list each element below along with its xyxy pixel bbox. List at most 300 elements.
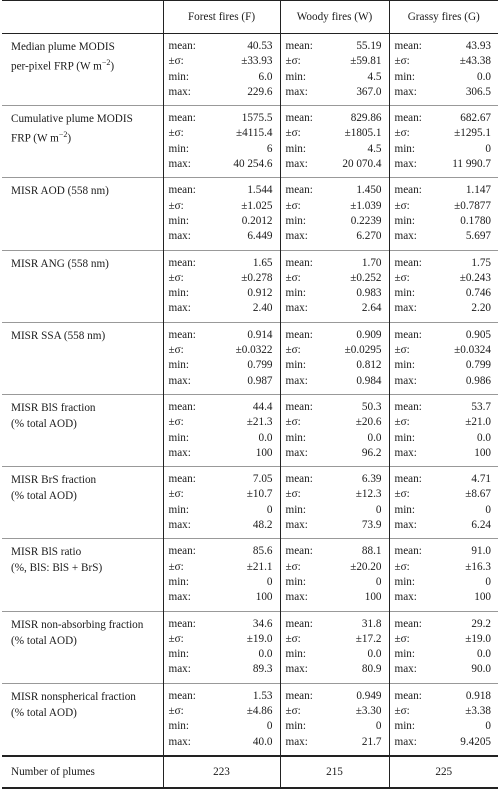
- stat-key: max:: [394, 446, 417, 459]
- stat-line: [390, 575, 499, 590]
- stats-cell-woody: [280, 467, 389, 539]
- stat-line: [164, 229, 280, 244]
- stat-key: mean:: [394, 689, 422, 702]
- stat-key: min:: [394, 431, 416, 444]
- stat-value: 1.450: [356, 184, 382, 197]
- stat-value: ±1.039: [350, 199, 382, 212]
- stat-key: ±σ:: [394, 127, 410, 140]
- stat-line: [281, 719, 389, 734]
- stat-value: 0: [266, 575, 273, 588]
- stat-key: min:: [168, 359, 190, 372]
- stat-value: 0.909: [356, 328, 382, 341]
- stat-value: 100: [364, 591, 382, 604]
- stat-line: [164, 328, 280, 343]
- stat-line: [390, 85, 499, 100]
- stats-cell-grassy: [389, 250, 498, 322]
- stat-key: ±σ:: [285, 488, 301, 501]
- stat-value: 20 070.4: [342, 158, 382, 171]
- row-label-line: (% total AOD): [11, 417, 77, 430]
- stat-key: ±σ:: [168, 560, 184, 573]
- stat-key: min:: [394, 287, 416, 300]
- stat-key: max:: [285, 519, 308, 532]
- stat-line: [390, 183, 499, 198]
- stat-key: max:: [168, 663, 191, 676]
- stat-line: [164, 518, 280, 533]
- header-empty: [2, 1, 163, 34]
- stat-key: ±σ:: [285, 704, 301, 717]
- row-label-line: (%, BlS: BlS + BrS): [11, 562, 103, 575]
- stat-key: mean:: [285, 184, 313, 197]
- stat-key: max:: [285, 663, 308, 676]
- stat-line: [281, 704, 389, 719]
- stat-key: mean:: [168, 400, 196, 413]
- stat-line: [281, 544, 389, 559]
- stat-value: 80.9: [361, 663, 382, 676]
- stat-key: min:: [168, 431, 190, 444]
- stat-key: max:: [394, 230, 417, 243]
- stat-key: min:: [285, 648, 307, 661]
- stat-key: mean:: [285, 328, 313, 341]
- stat-value: ±0.0322: [235, 344, 273, 357]
- stat-key: ±σ:: [394, 704, 410, 717]
- stat-value: 40.0: [252, 735, 273, 748]
- stat-key: max:: [285, 302, 308, 315]
- stats-cell-forest: [163, 539, 280, 611]
- stat-line: [164, 575, 280, 590]
- stat-key: min:: [394, 648, 416, 661]
- stats-cell-woody: [280, 34, 389, 106]
- stat-value: 5.697: [465, 230, 491, 243]
- stat-value: 7.05: [252, 473, 273, 486]
- stat-key: min:: [168, 214, 190, 227]
- row-label: [2, 322, 163, 394]
- stat-key: min:: [285, 142, 307, 155]
- stat-key: mean:: [394, 545, 422, 558]
- stat-line: [164, 271, 280, 286]
- stat-key: mean:: [285, 473, 313, 486]
- stat-key: ±σ:: [285, 55, 301, 68]
- stat-line: [164, 286, 280, 301]
- stat-key: max:: [168, 591, 191, 604]
- stat-value: 43.93: [465, 40, 491, 52]
- stat-value: 48.2: [252, 519, 273, 532]
- table-row: [2, 178, 498, 250]
- stat-line: [281, 374, 389, 389]
- stats-cell-woody: [280, 394, 389, 466]
- stat-line: [390, 54, 499, 69]
- stats-cell-woody: [280, 539, 389, 611]
- row-label: [2, 611, 163, 683]
- stat-value: 0.984: [356, 374, 382, 387]
- stat-key: ±σ:: [168, 488, 184, 501]
- stat-line: [164, 689, 280, 704]
- stats-cell-woody: [280, 611, 389, 683]
- stat-key: ±σ:: [285, 127, 301, 140]
- header-woody: Woody fires (W): [280, 1, 389, 34]
- stat-value: ±20.20: [350, 560, 382, 573]
- stat-key: mean:: [285, 40, 313, 52]
- stat-key: min:: [285, 70, 307, 83]
- stat-value: 6.39: [361, 473, 382, 486]
- stat-line: [390, 431, 499, 446]
- stats-cell-grassy: [389, 178, 498, 250]
- stat-line: [281, 415, 389, 430]
- row-label-line: MISR BlS fraction: [11, 401, 96, 414]
- stats-cell-grassy: [389, 394, 498, 466]
- stats-cell-grassy: [389, 106, 498, 178]
- stat-line: [281, 431, 389, 446]
- stat-key: min:: [285, 214, 307, 227]
- stat-key: max:: [285, 158, 308, 171]
- stat-value: 682.67: [460, 112, 491, 125]
- stat-key: mean:: [168, 40, 196, 52]
- stat-value: 0.949: [356, 689, 382, 702]
- stat-value: ±10.7: [246, 488, 273, 501]
- stat-line: [281, 590, 389, 605]
- stat-value: 91.0: [471, 545, 491, 558]
- stat-line: [281, 689, 389, 704]
- stat-key: ±σ:: [285, 199, 301, 212]
- stat-value: ±0.243: [459, 271, 491, 284]
- stat-value: 0.987: [247, 374, 273, 387]
- stat-value: 4.5: [367, 142, 382, 155]
- stat-key: ±σ:: [394, 416, 410, 429]
- row-label: [2, 683, 163, 756]
- row-label-line: (% total AOD): [11, 490, 77, 503]
- stat-value: 0.0: [258, 431, 273, 444]
- stat-value: 4.71: [471, 473, 491, 486]
- stat-key: ±σ:: [168, 55, 184, 68]
- stat-line: [281, 70, 389, 85]
- stat-line: [390, 415, 499, 430]
- stat-line: [281, 271, 389, 286]
- stat-key: mean:: [394, 473, 422, 486]
- stat-key: ±σ:: [168, 344, 184, 357]
- table-row: [2, 683, 498, 756]
- stat-key: mean:: [168, 256, 196, 269]
- stat-value: 73.9: [361, 519, 382, 532]
- stat-line: [164, 214, 280, 229]
- stat-key: max:: [394, 158, 417, 171]
- stat-key: ±σ:: [285, 632, 301, 645]
- stat-value: ±0.0324: [454, 344, 491, 357]
- stat-key: max:: [168, 158, 191, 171]
- stat-key: mean:: [168, 617, 196, 630]
- stat-key: mean:: [285, 617, 313, 630]
- row-label-line: (% total AOD): [11, 634, 77, 647]
- stat-line: [390, 111, 499, 126]
- stat-value: 100: [474, 591, 491, 604]
- stat-key: min:: [168, 648, 190, 661]
- stat-value: 0.812: [356, 359, 382, 372]
- stat-key: max:: [285, 446, 308, 459]
- stat-key: max:: [394, 302, 417, 315]
- stat-line: [281, 472, 389, 487]
- stat-key: min:: [168, 142, 190, 155]
- stat-value: ±4115.4: [236, 127, 273, 140]
- stats-cell-forest: [163, 178, 280, 250]
- stat-line: [164, 487, 280, 502]
- table-row: [2, 467, 498, 539]
- stat-line: [164, 590, 280, 605]
- stat-line: [390, 632, 499, 647]
- stat-key: ±σ:: [394, 344, 410, 357]
- stat-value: 100: [255, 591, 273, 604]
- row-label: [2, 34, 163, 106]
- stat-value: 0.799: [247, 359, 273, 372]
- row-label-line: MISR AOD (558 nm): [11, 185, 109, 198]
- row-label-line: MISR BlS ratio: [11, 546, 82, 559]
- stat-value: 100: [255, 446, 273, 459]
- stat-line: [281, 503, 389, 518]
- row-label-line: MISR non-absorbing fraction: [11, 618, 144, 631]
- stat-value: 0: [485, 142, 491, 155]
- stat-value: 0: [266, 503, 273, 516]
- stat-line: [164, 431, 280, 446]
- stat-value: 6.0: [258, 70, 273, 83]
- stat-key: ±σ:: [394, 560, 410, 573]
- stat-line: [281, 647, 389, 662]
- stats-cell-grassy: [389, 539, 498, 611]
- stat-line: [390, 256, 499, 271]
- stat-line: [281, 617, 389, 632]
- stat-value: 1.147: [465, 184, 491, 197]
- stat-key: min:: [394, 575, 416, 588]
- stat-value: 0: [485, 720, 491, 733]
- stat-key: ±σ:: [285, 416, 301, 429]
- stat-key: ±σ:: [168, 199, 184, 212]
- stat-key: min:: [394, 359, 416, 372]
- stat-line: [390, 689, 499, 704]
- stat-value: 0.986: [465, 374, 491, 387]
- stat-line: [390, 328, 499, 343]
- stat-line: [164, 560, 280, 575]
- stat-line: [164, 343, 280, 358]
- stats-cell-grassy: [389, 683, 498, 756]
- stat-value: 0.0: [367, 431, 382, 444]
- stats-cell-grassy: [389, 322, 498, 394]
- stat-line: [390, 343, 499, 358]
- stat-value: 1.53: [252, 689, 273, 702]
- stat-key: min:: [168, 70, 190, 83]
- stat-line: [164, 183, 280, 198]
- stat-key: min:: [168, 720, 190, 733]
- stat-line: [390, 719, 499, 734]
- stat-value: 0.2012: [241, 214, 273, 227]
- stat-value: ±12.3: [355, 488, 382, 501]
- stat-value: 0: [485, 575, 491, 588]
- stat-line: [281, 518, 389, 533]
- stat-line: [390, 374, 499, 389]
- row-label-line: per-pixel FRP (W $m^{-2}$): [11, 58, 115, 73]
- stat-line: [164, 735, 280, 750]
- stat-line: [164, 647, 280, 662]
- stat-value: 9.4205: [460, 735, 491, 748]
- stat-value: ±0.0295: [344, 344, 382, 357]
- stat-key: mean:: [285, 689, 313, 702]
- table-row: [2, 611, 498, 683]
- stat-line: [390, 214, 499, 229]
- stat-line: [281, 256, 389, 271]
- stat-line: [164, 617, 280, 632]
- stats-cell-woody: [280, 106, 389, 178]
- stat-key: ±σ:: [285, 271, 301, 284]
- stat-line: [390, 647, 499, 662]
- stat-value: 50.3: [361, 400, 382, 413]
- stat-value: 53.7: [471, 400, 491, 413]
- stat-value: 0.0: [258, 648, 273, 661]
- stat-key: mean:: [168, 184, 196, 197]
- stat-value: ±20.6: [355, 416, 382, 429]
- stat-line: [281, 735, 389, 750]
- stat-line: [390, 487, 499, 502]
- stat-value: ±3.30: [355, 704, 382, 717]
- stat-line: [390, 472, 499, 487]
- stat-key: min:: [168, 575, 190, 588]
- stat-line: [390, 126, 499, 141]
- footer-count-forest: 223: [163, 756, 280, 788]
- stat-key: mean:: [394, 400, 422, 413]
- stat-key: ±σ:: [168, 271, 184, 284]
- stat-line: [390, 286, 499, 301]
- row-label-line: MISR nonspherical fraction: [11, 690, 136, 703]
- stat-value: 0: [485, 503, 491, 516]
- stat-value: 1.75: [471, 256, 491, 269]
- stat-value: 0: [375, 575, 382, 588]
- stat-key: mean:: [394, 112, 422, 125]
- stat-line: [390, 301, 499, 316]
- stat-value: 1.65: [252, 256, 273, 269]
- stats-cell-forest: [163, 611, 280, 683]
- stat-key: mean:: [394, 184, 422, 197]
- stat-line: [164, 544, 280, 559]
- row-label: [2, 250, 163, 322]
- stats-cell-woody: [280, 250, 389, 322]
- table-header-row: [2, 1, 498, 34]
- stat-value: 1.544: [247, 184, 273, 197]
- stat-line: [390, 518, 499, 533]
- stat-value: 44.4: [252, 400, 273, 413]
- stat-value: ±33.93: [241, 55, 273, 68]
- stat-line: [390, 503, 499, 518]
- stat-value: 0: [266, 720, 273, 733]
- stat-value: 6.24: [471, 519, 491, 532]
- stat-value: 4.5: [367, 70, 382, 83]
- stat-line: [281, 199, 389, 214]
- stat-value: ±21.0: [465, 416, 491, 429]
- stat-key: mean:: [285, 256, 313, 269]
- table-row: [2, 539, 498, 611]
- stats-cell-woody: [280, 683, 389, 756]
- stat-key: ±σ:: [394, 271, 410, 284]
- stat-value: 11 990.7: [452, 158, 491, 171]
- stat-line: [164, 415, 280, 430]
- stat-value: 229.6: [247, 85, 273, 98]
- stat-key: ±σ:: [394, 199, 410, 212]
- stats-cell-forest: [163, 250, 280, 322]
- stat-key: max:: [394, 374, 417, 387]
- header-grassy: Grassy fires (G): [389, 1, 498, 34]
- stat-key: ±σ:: [285, 560, 301, 573]
- stat-value: 0.0: [477, 648, 491, 661]
- stat-line: [164, 256, 280, 271]
- stat-line: [390, 157, 499, 172]
- stat-line: [390, 400, 499, 415]
- stat-value: 55.19: [356, 40, 382, 52]
- stat-key: min:: [285, 431, 307, 444]
- stat-line: [281, 157, 389, 172]
- stat-line: [164, 54, 280, 69]
- stat-value: 1.70: [361, 256, 382, 269]
- stat-value: 40 254.6: [233, 158, 273, 171]
- stat-line: [164, 157, 280, 172]
- row-label-line: FRP (W $m^{-2}$): [11, 130, 72, 145]
- plume-statistics-table: [2, 0, 498, 789]
- stats-cell-forest: [163, 106, 280, 178]
- stat-key: mean:: [285, 400, 313, 413]
- stat-key: mean:: [394, 617, 422, 630]
- stat-line: [164, 400, 280, 415]
- stat-line: [164, 301, 280, 316]
- stat-value: ±16.3: [465, 560, 491, 573]
- stat-value: 40.53: [247, 40, 273, 52]
- stat-line: [164, 632, 280, 647]
- stat-key: mean:: [285, 112, 313, 125]
- footer-count-grassy: 225: [389, 756, 498, 788]
- stat-line: [281, 54, 389, 69]
- stat-value: 0.799: [465, 359, 491, 372]
- stat-line: [390, 358, 499, 373]
- stat-line: [164, 199, 280, 214]
- stat-key: mean:: [168, 328, 196, 341]
- stats-cell-woody: [280, 178, 389, 250]
- row-label-line: MISR ANG (558 nm): [11, 257, 109, 270]
- stat-key: max:: [168, 85, 191, 98]
- stat-value: 89.3: [252, 663, 273, 676]
- table-row: [2, 322, 498, 394]
- stat-line: [164, 126, 280, 141]
- stat-value: 0.912: [247, 287, 273, 300]
- stat-value: 6.449: [247, 230, 273, 243]
- stat-line: [281, 400, 389, 415]
- stat-value: 829.86: [350, 112, 382, 125]
- footer-label: Number of plumes: [2, 756, 163, 788]
- stat-line: [164, 446, 280, 461]
- stat-line: [281, 85, 389, 100]
- table-row: [2, 250, 498, 322]
- stat-value: 0.0: [477, 70, 491, 83]
- row-label: [2, 467, 163, 539]
- stat-key: min:: [285, 720, 307, 733]
- stat-line: [164, 142, 280, 157]
- stat-value: ±21.1: [246, 560, 273, 573]
- stats-cell-forest: [163, 683, 280, 756]
- stat-line: [281, 183, 389, 198]
- stat-value: 0.0: [477, 431, 491, 444]
- stat-line: [164, 662, 280, 677]
- stat-key: max:: [168, 519, 191, 532]
- stat-value: 0.1780: [460, 214, 491, 227]
- stat-line: [164, 85, 280, 100]
- stat-value: 0.746: [465, 287, 491, 300]
- stat-key: max:: [394, 735, 417, 748]
- stat-value: 0: [375, 720, 382, 733]
- table-body: [2, 34, 498, 788]
- stat-value: 96.2: [361, 446, 382, 459]
- stat-value: ±21.3: [246, 416, 273, 429]
- stat-value: 0.914: [247, 328, 273, 341]
- stats-cell-grassy: [389, 467, 498, 539]
